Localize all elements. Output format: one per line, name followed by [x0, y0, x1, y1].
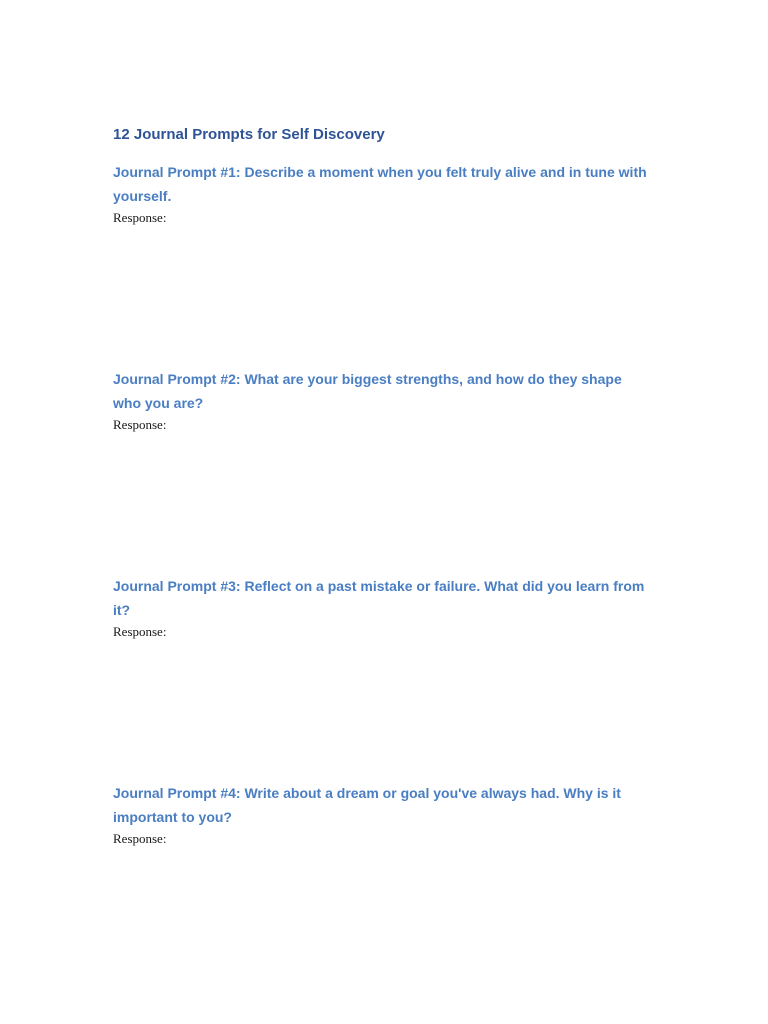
prompt-heading: Journal Prompt #4: Write about a dream or goal you've always had. Why is it important to you?: [113, 785, 621, 825]
prompt-heading: Journal Prompt #3: Reflect on a past mistake or failure. What did you learn from it?: [113, 578, 645, 618]
response-label: Response:: [113, 417, 167, 432]
prompt-heading: Journal Prompt #2: What are your biggest strengths, and how do they shape who you are?: [113, 371, 622, 411]
response-label: Response:: [113, 831, 167, 846]
prompt-section-3: [113, 574, 648, 642]
prompt-section-4: [113, 781, 648, 849]
prompt-heading: Journal Prompt #1: Describe a moment when you felt truly alive and in tune with yourself.: [113, 164, 647, 204]
document-title: 12 Journal Prompts for Self Discovery: [113, 126, 385, 143]
response-label: Response:: [113, 624, 167, 639]
prompt-section-1: [113, 160, 648, 228]
response-label: Response:: [113, 210, 167, 225]
prompt-section-2: [113, 367, 648, 435]
